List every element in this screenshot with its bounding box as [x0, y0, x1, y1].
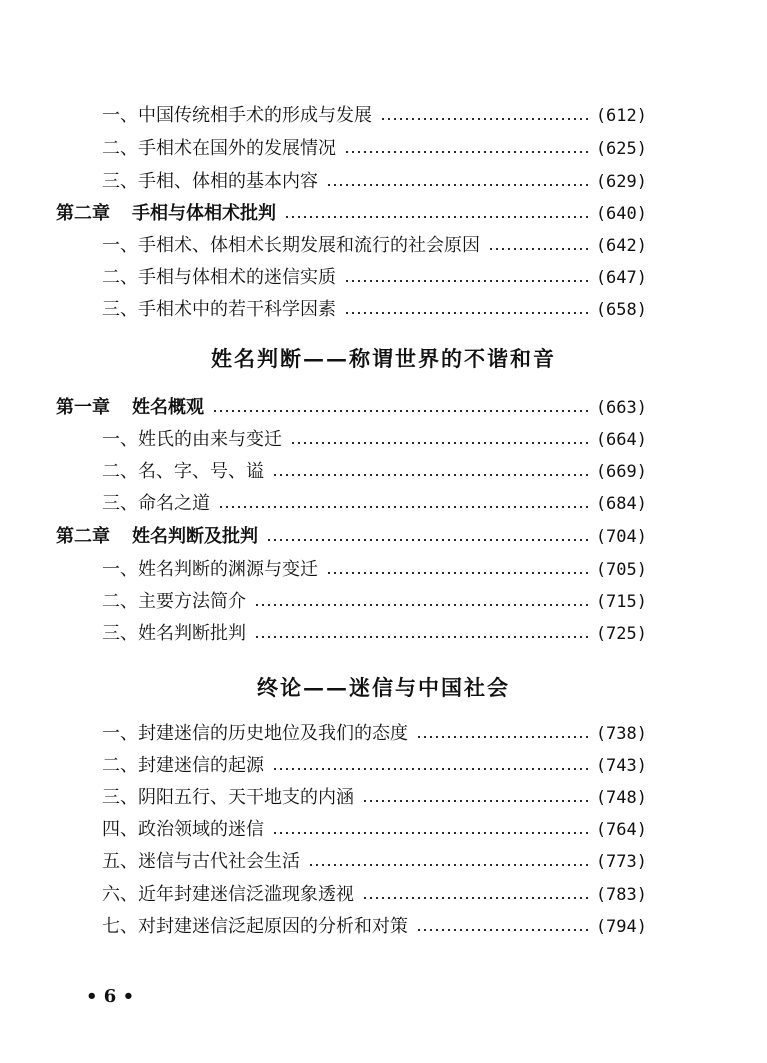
toc-entry	[102, 751, 647, 781]
entry-title: 三、命名之道	[102, 493, 210, 514]
entry-title: 二、手相术在国外的发展情况	[102, 138, 336, 159]
entry-title: 一、封建迷信的历史地位及我们的态度	[102, 723, 408, 744]
entry-page: (764)	[595, 820, 647, 840]
toc-entry	[102, 231, 647, 261]
leader-dots	[326, 561, 588, 579]
leader-dots	[380, 107, 588, 125]
entry-title: 三、姓名判断批判	[102, 623, 246, 644]
leader-dots	[362, 789, 588, 807]
leader-dots	[344, 301, 588, 319]
leader-dots	[308, 853, 588, 871]
entry-title: 四、政治领域的迷信	[102, 819, 264, 840]
entry-page: (705)	[595, 560, 647, 580]
entry-page: (773)	[595, 852, 647, 872]
entry-page: (725)	[595, 624, 647, 644]
entry-page: (629)	[595, 172, 647, 192]
chapter-title: 姓名判断及批判	[132, 526, 258, 547]
chapter-page: (704)	[595, 527, 647, 547]
entry-page: (748)	[595, 788, 647, 808]
entry-page: (738)	[595, 724, 647, 744]
leader-dots	[254, 625, 588, 643]
toc-entry	[102, 167, 647, 197]
entry-title: 七、对封建迷信泛起原因的分析和对策	[102, 916, 408, 937]
entry-title: 一、姓氏的由来与变迁	[102, 429, 282, 450]
toc-entry	[102, 719, 647, 749]
entry-title: 二、手相与体相术的迷信实质	[102, 267, 336, 288]
toc-entry	[102, 101, 647, 131]
entry-page: (743)	[595, 756, 647, 776]
leader-dots	[266, 528, 588, 546]
leader-dots	[488, 237, 588, 255]
chapter-title: 姓名概观	[132, 397, 204, 418]
leader-dots	[272, 821, 588, 839]
entry-title: 一、手相术、体相术长期发展和流行的社会原因	[102, 235, 480, 256]
leader-dots	[362, 886, 588, 904]
entry-title: 三、手相术中的若干科学因素	[102, 299, 336, 320]
toc-entry	[102, 847, 647, 877]
section-heading: 姓名判断——称谓世界的不谐和音	[211, 346, 556, 371]
toc-entry	[102, 783, 647, 813]
toc-entry	[102, 457, 647, 487]
chapter-entry	[56, 393, 647, 423]
chapter-number: 第一章	[56, 397, 110, 418]
toc-entry	[102, 489, 647, 519]
entry-page: (647)	[595, 268, 647, 288]
toc-entry	[102, 263, 647, 293]
toc-entry	[102, 295, 647, 325]
entry-title: 三、阴阳五行、天干地支的内涵	[102, 787, 354, 808]
entry-title: 一、姓名判断的渊源与变迁	[102, 559, 318, 580]
leader-dots	[284, 205, 588, 223]
chapter-entry	[56, 522, 647, 552]
toc-entry	[102, 555, 647, 585]
entry-page: (664)	[595, 430, 647, 450]
entry-page: (783)	[595, 885, 647, 905]
entry-title: 三、手相、体相的基本内容	[102, 171, 318, 192]
leader-dots	[326, 173, 588, 191]
toc-entry	[102, 134, 647, 164]
toc-entry	[102, 587, 647, 617]
leader-dots	[254, 593, 588, 611]
leader-dots	[272, 463, 588, 481]
leader-dots	[272, 757, 588, 775]
toc-entry	[102, 619, 647, 649]
entry-page: (715)	[595, 592, 647, 612]
page-number: • 6 •	[86, 986, 135, 1007]
entry-page: (625)	[595, 139, 647, 159]
entry-page: (612)	[595, 106, 647, 126]
leader-dots	[416, 725, 588, 743]
entry-title: 五、迷信与古代社会生活	[102, 851, 300, 872]
entry-page: (684)	[595, 494, 647, 514]
toc-entry	[102, 425, 647, 455]
entry-page: (642)	[595, 236, 647, 256]
leader-dots	[344, 140, 588, 158]
entry-title: 二、主要方法简介	[102, 591, 246, 612]
chapter-entry	[56, 199, 647, 229]
entry-title: 二、封建迷信的起源	[102, 755, 264, 776]
chapter-title: 手相与体相术批判	[132, 203, 276, 224]
entry-title: 一、中国传统相手术的形成与发展	[102, 105, 372, 126]
leader-dots	[218, 495, 588, 513]
leader-dots	[344, 269, 588, 287]
chapter-page: (640)	[595, 204, 647, 224]
leader-dots	[212, 399, 588, 417]
entry-page: (669)	[595, 462, 647, 482]
chapter-number: 第二章	[56, 203, 110, 224]
entry-title: 二、名、字、号、谥	[102, 461, 264, 482]
toc-entry	[102, 880, 647, 910]
toc-entry	[102, 912, 647, 942]
leader-dots	[290, 431, 588, 449]
entry-page: (794)	[595, 917, 647, 937]
leader-dots	[416, 918, 588, 936]
section-heading: 终论——迷信与中国社会	[257, 675, 510, 700]
chapter-number: 第二章	[56, 526, 110, 547]
entry-page: (658)	[595, 300, 647, 320]
chapter-page: (663)	[595, 398, 647, 418]
toc-entry	[102, 815, 647, 845]
entry-title: 六、近年封建迷信泛滥现象透视	[102, 884, 354, 905]
